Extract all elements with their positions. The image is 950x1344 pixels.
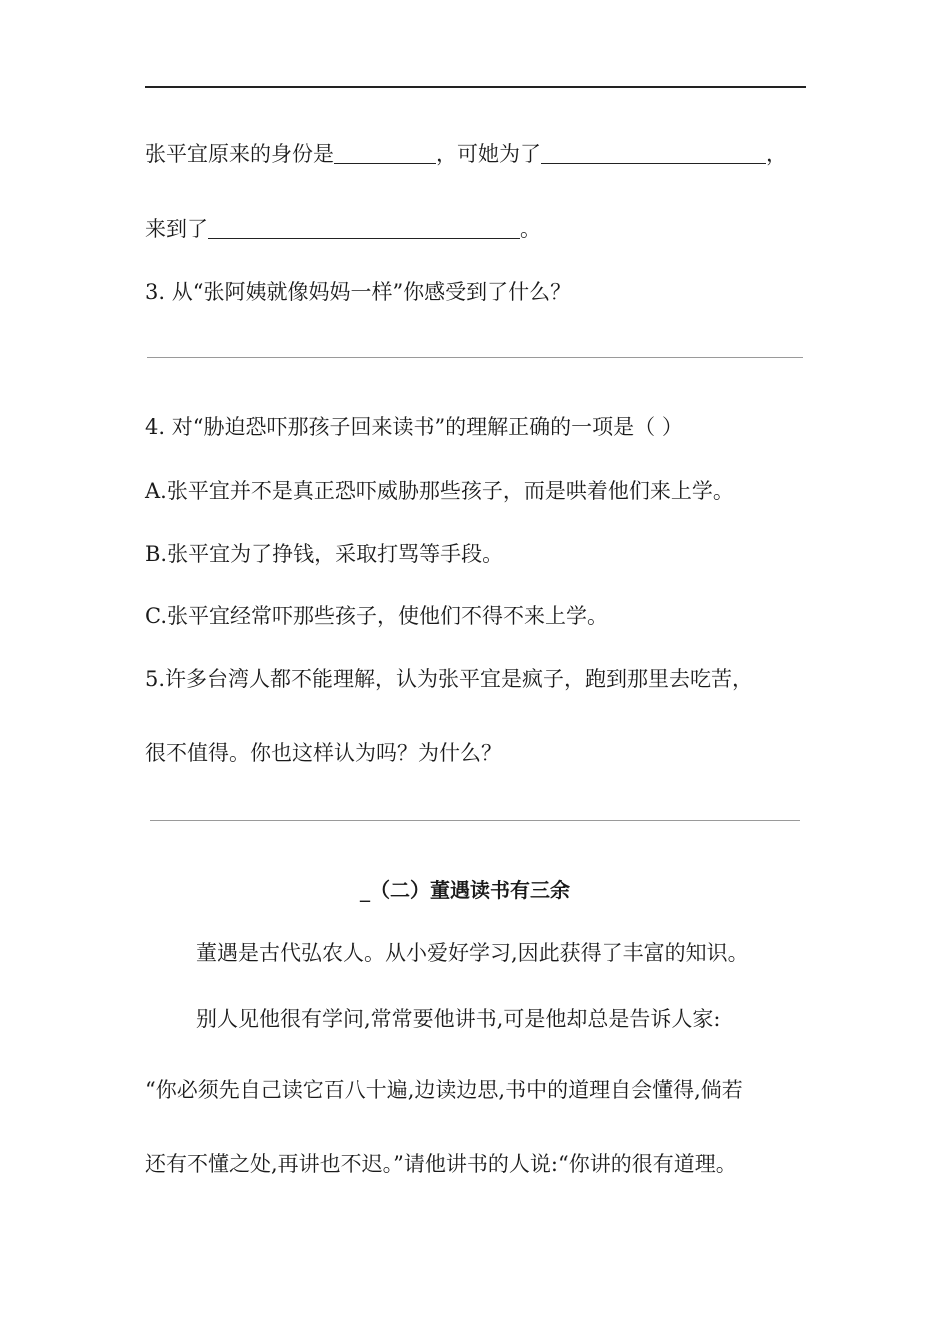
q2-text-line2-end: 。 <box>520 217 541 241</box>
question-4: 4. 对“胁迫恐吓那孩子回来读书”的理解正确的一项是（ ） <box>145 415 683 439</box>
option-b: B.张平宜为了挣钱，采取打骂等手段。 <box>145 542 504 566</box>
section-title: （二）董遇读书有三余 <box>370 878 570 902</box>
q2-text-part3: ， <box>766 142 787 166</box>
question-5-line1: 5.许多台湾人都不能理解，认为张平宜是疯子，跑到那里去吃苦， <box>145 667 754 691</box>
q2-line2 <box>145 213 541 243</box>
answer-line-q3[interactable] <box>147 357 803 358</box>
q2-text-part1: 张平宜原来的身份是 <box>145 142 334 166</box>
fill-blank-identity[interactable] <box>334 141 436 164</box>
option-c: C.张平宜经常吓那些孩子，使他们不得不来上学。 <box>145 604 608 628</box>
fill-blank-destination[interactable] <box>208 216 520 239</box>
fill-blank-purpose[interactable] <box>541 141 766 164</box>
heading-underscore: _ <box>360 878 370 902</box>
question-5-line2: 很不值得。你也这样认为吗？为什么？ <box>145 741 502 765</box>
section-heading <box>360 874 570 903</box>
q2-text-line2-start: 来到了 <box>145 217 208 241</box>
passage-paragraph-2: 别人见他很有学问,常常要他讲书,可是他却总是告诉人家: <box>196 1007 721 1031</box>
answer-line-q5[interactable] <box>150 820 800 821</box>
q2-line1 <box>145 138 787 168</box>
answer-line-top <box>145 86 806 88</box>
passage-paragraph-1: 董遇是古代弘农人。从小爱好学习,因此获得了丰富的知识。 <box>196 941 749 965</box>
passage-line-4: 还有不懂之处,再讲也不迟。”请他讲书的人说:“你讲的很有道理。 <box>145 1152 737 1176</box>
q2-text-part2: ，可她为了 <box>436 142 541 166</box>
option-a: A.张平宜并不是真正恐吓威胁那些孩子，而是哄着他们来上学。 <box>145 479 734 503</box>
passage-line-3: “你必须先自己读它百八十遍,边读边思,书中的道理自会懂得,倘若 <box>145 1078 743 1102</box>
question-3: 3. 从“张阿姨就像妈妈一样”你感受到了什么？ <box>145 280 572 304</box>
